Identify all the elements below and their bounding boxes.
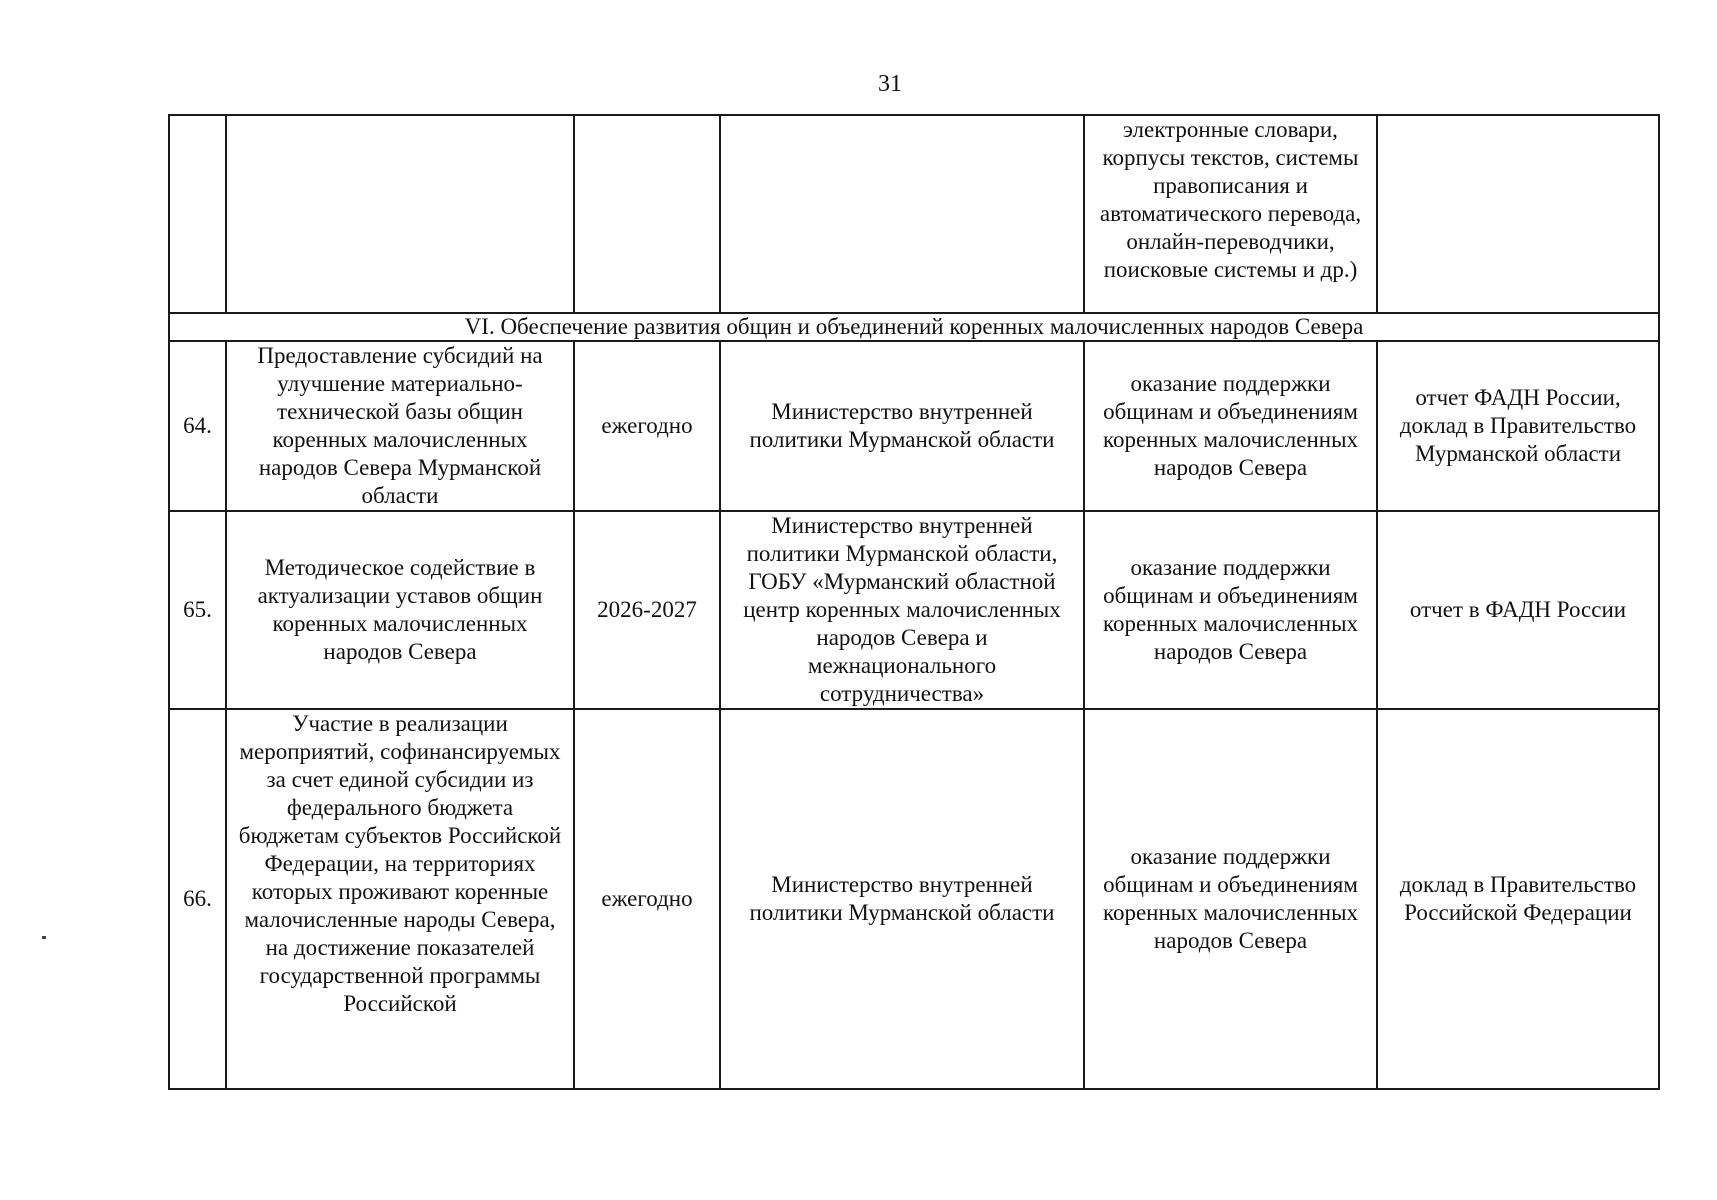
- table-row: [169, 341, 1659, 511]
- cell-period: 2026-2027: [574, 511, 720, 709]
- section-heading: VI. Обеспечение развития общин и объединений коренных малочисленных народов Севера: [169, 313, 1659, 341]
- cell-period: ежегодно: [574, 341, 720, 511]
- cell-result: оказание поддержки общинам и объединениям коренных малочисленных народов Севера: [1084, 709, 1377, 1089]
- table-row-continuation: [169, 115, 1659, 313]
- cell-activity: Предоставление субсидий на улучшение материально-технической базы общин коренных малочисленных народов Севера Мурманской области: [226, 341, 574, 511]
- cell-report: отчет ФАДН России, доклад в Правительство Мурманской области: [1377, 341, 1659, 511]
- cell-result: электронные словари, корпусы текстов, системы правописания и автоматического перевода, онлайн-переводчики, поисковые системы и др.): [1084, 115, 1377, 313]
- cell-result: оказание поддержки общинам и объединениям коренных малочисленных народов Севера: [1084, 511, 1377, 709]
- cell-activity: [226, 115, 574, 313]
- cell-number: 66.: [169, 709, 226, 1089]
- cell-executor: Министерство внутренней политики Мурманской области: [720, 341, 1084, 511]
- cell-report: доклад в Правительство Российской Федерации: [1377, 709, 1659, 1089]
- section-heading-row: [169, 313, 1659, 341]
- cell-result: оказание поддержки общинам и объединениям коренных малочисленных народов Севера: [1084, 341, 1377, 511]
- cell-activity: [226, 709, 574, 1089]
- cell-number: 64.: [169, 341, 226, 511]
- cell-period: [574, 115, 720, 313]
- cell-number: 65.: [169, 511, 226, 709]
- cell-report: [1377, 115, 1659, 313]
- cell-executor: [720, 115, 1084, 313]
- cell-executor: Министерство внутренней политики Мурманской области: [720, 709, 1084, 1089]
- cell-executor: Министерство внутренней политики Мурманской области, ГОБУ «Мурманский областной центр коренных малочисленных народов Севера и межнационального сотрудничества»: [720, 511, 1084, 709]
- cell-period: ежегодно: [574, 709, 720, 1089]
- table-row: [169, 511, 1659, 709]
- table-row: [169, 709, 1659, 1089]
- cell-number: [169, 115, 226, 313]
- cell-activity-text: Участие в реализации мероприятий, софинансируемых за счет единой субсидии из федерального бюджета бюджетам субъектов Российской Федерации, на территориях которых проживают коренные малочисленные народы Севера, на достижение показателей государственной программы Российской: [238, 711, 562, 1016]
- activities-table: [168, 114, 1660, 1090]
- page-number: 31: [878, 71, 902, 97]
- cell-activity: Методическое содействие в актуализации уставов общин коренных малочисленных народов Севера: [226, 511, 574, 709]
- scan-speck: [42, 936, 46, 939]
- cell-report: отчет в ФАДН России: [1377, 511, 1659, 709]
